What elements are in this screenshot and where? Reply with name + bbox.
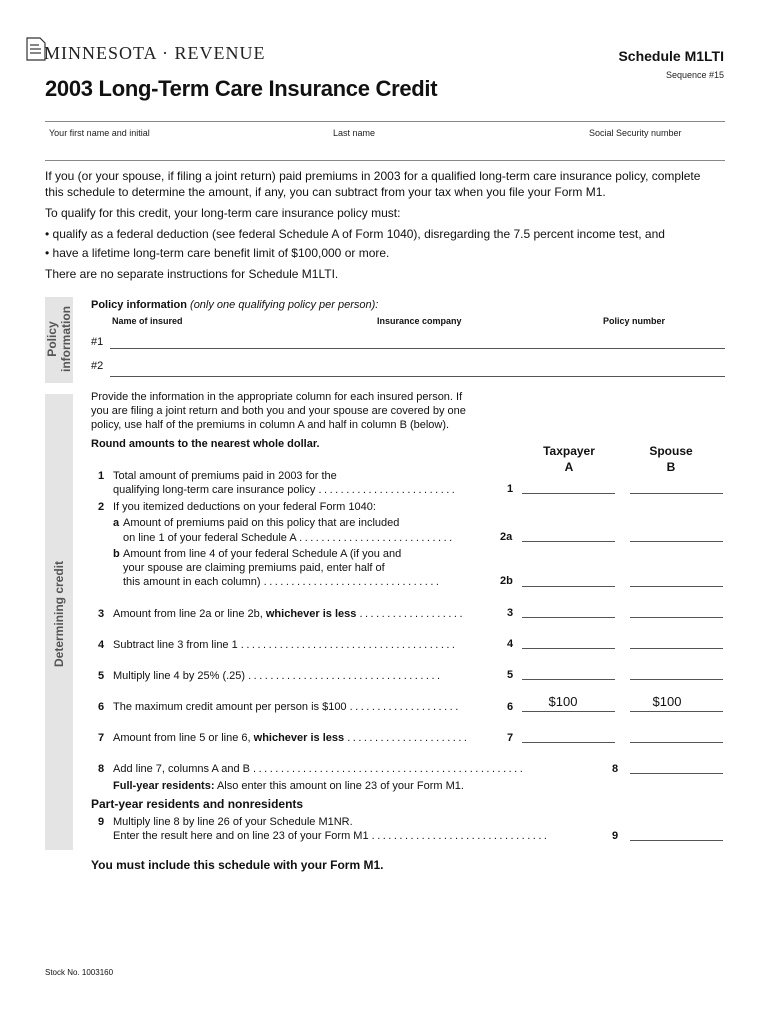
line-7-desc: Amount from line 5 or line 6, (113, 732, 251, 744)
col-company: Insurance company (377, 316, 462, 326)
line-9-desc: Enter the result here and on line 23 of your Form M1 (113, 830, 369, 842)
line-5-field-a[interactable] (522, 679, 615, 680)
line-8-number: 8 (98, 763, 105, 775)
line-3-ref: 3 (507, 607, 514, 619)
line-2b-field-b[interactable] (630, 586, 723, 587)
intro-bullet-2: • have a lifetime long-term care benefit limit of $100,000 or more. (45, 246, 390, 260)
line-2a-ref: 2a (500, 531, 513, 543)
line-2b-text-b: your spouse are claiming premiums paid, enter half of (123, 562, 385, 574)
policy-side-label (45, 297, 73, 381)
policy-heading-text: Policy information (91, 299, 187, 311)
line-7-text: Amount from line 5 or line 6, whichever is less ...................... (113, 732, 470, 744)
line-6-field-a (522, 711, 615, 712)
line-2a-field-a[interactable] (522, 541, 615, 542)
line-1-field-b[interactable] (630, 493, 723, 494)
line-6-ref: 6 (507, 701, 514, 713)
policy-row-1-field[interactable] (110, 348, 725, 349)
line-1-desc: qualifying long-term care insurance policy (113, 484, 316, 496)
agency-logo: MINNESOTA · REVENUE (44, 43, 266, 63)
line-6-text: The maximum credit amount per person is $100 .................... (113, 701, 461, 713)
intro-no-instructions: There are no separate instructions for Schedule M1LTI. (45, 267, 339, 281)
policy-row-2-field[interactable] (110, 376, 725, 377)
line-6-field-b (630, 711, 723, 712)
line-8-note (113, 779, 464, 793)
policy-heading-note: (only one qualifying policy per person): (190, 299, 379, 311)
line-2a-field-b[interactable] (630, 541, 723, 542)
intro-bullet-1: • qualify as a federal deduction (see federal Schedule A of Form 1040), disregarding the 7.5 percent income test, and (45, 227, 665, 241)
line-2b-text-c: this amount in each column) ................................ (123, 576, 442, 588)
line-8-desc: Add line 7, columns A and B (113, 763, 250, 775)
line-2-number: 2 (98, 501, 105, 513)
line-1-field-a[interactable] (522, 493, 615, 494)
line-1-number: 1 (98, 470, 105, 482)
line-3-desc: Amount from line 2a or line 2b, (113, 608, 263, 620)
line-4-field-b[interactable] (630, 648, 723, 649)
line-5-ref: 5 (507, 669, 514, 681)
policy-side-label-1: Policy (45, 321, 59, 357)
line-5-field-b[interactable] (630, 679, 723, 680)
line-7-field-b[interactable] (630, 742, 723, 743)
line-1-text-a: Total amount of premiums paid in 2003 for the (113, 470, 337, 482)
line-4-field-a[interactable] (522, 648, 615, 649)
intro-text (45, 168, 735, 282)
line-1-text-b: qualifying long-term care insurance policy ......................... (113, 484, 458, 496)
name-bottom-rule (45, 160, 725, 161)
line-2a-text-b: on line 1 of your federal Schedule A ............................ (123, 532, 455, 544)
line-8-note-text: Also enter this amount on line 23 of your Form M1. (216, 780, 464, 792)
column-a-header (524, 443, 614, 475)
line-6-value-a: $100 (548, 694, 578, 709)
line-3-number: 3 (98, 608, 105, 620)
column-b-title: Spouse (649, 444, 693, 458)
line-1-ref: 1 (507, 483, 514, 495)
policy-heading (91, 298, 378, 312)
line-9-text-a: Multiply line 8 by line 26 of your Schedule M1NR. (113, 816, 353, 828)
part-year-heading: Part-year residents and nonresidents (91, 797, 304, 811)
form-title: 2003 Long-Term Care Insurance Credit (45, 76, 438, 101)
line-4-desc: Subtract line 3 from line 1 (113, 639, 238, 651)
line-5-number: 5 (98, 670, 105, 682)
policy-row-1-label: #1 (91, 336, 104, 348)
line-2b-field-a[interactable] (522, 586, 615, 587)
last-name-label: Last name (333, 128, 376, 138)
line-2-text: If you itemized deductions on your federal Form 1040: (113, 501, 376, 513)
policy-side-label-2: information (59, 306, 73, 372)
line-3-field-b[interactable] (630, 617, 723, 618)
round-note: Round amounts to the nearest whole dollar. (91, 438, 320, 450)
line-7-ref: 7 (507, 732, 514, 744)
col-insured: Name of insured (112, 316, 183, 326)
line-4-text: Subtract line 3 from line 1 ....................................... (113, 639, 458, 651)
intro-line-1: If you (or your spouse, if filing a joint return) paid premiums in 2003 for a qualified long-term care insurance policy, complete (45, 169, 701, 183)
line-8-field[interactable] (630, 773, 723, 774)
column-a-letter: A (564, 460, 574, 474)
line-9-number: 9 (98, 816, 105, 828)
schedule-name: Schedule M1LTI (618, 48, 724, 64)
line-3-field-a[interactable] (522, 617, 615, 618)
line-2a-desc: on line 1 of your federal Schedule A (123, 532, 297, 544)
column-a-title: Taxpayer (543, 444, 595, 458)
line-8-text: Add line 7, columns A and B ................................................. (113, 763, 526, 775)
sequence-number: Sequence #15 (665, 70, 724, 80)
col-policy-number: Policy number (603, 316, 666, 326)
line-5-desc: Multiply line 4 by 25% (.25) (113, 670, 246, 682)
line-2b-ref: 2b (500, 575, 513, 587)
instructions (91, 390, 466, 432)
instr-line-1: Provide the information in the appropriate column for each insured person. If (91, 391, 463, 403)
line-9-text-b: Enter the result here and on line 23 of your Form M1 ................................ (113, 830, 550, 842)
determining-side-label: Determining credit (52, 560, 66, 668)
ssn-label: Social Security number (589, 128, 682, 138)
line-9-ref: 9 (612, 830, 619, 842)
line-6-value-b: $100 (652, 694, 682, 709)
policy-row-2-label: #2 (91, 360, 104, 372)
line-2b-desc: this amount in each column) (123, 576, 261, 588)
stock-number: Stock No. 1003160 (45, 968, 114, 977)
must-include-note: You must include this schedule with your Form M1. (91, 858, 384, 872)
line-6-desc: The maximum credit amount per person is $100 (113, 701, 347, 713)
line-8-note-bold: Full-year residents: (113, 780, 215, 792)
intro-line-2: this schedule to determine the amount, if any, you can subtract from your tax when you file your Form M1. (45, 185, 606, 199)
line-7-field-a[interactable] (522, 742, 615, 743)
document-icon (26, 37, 46, 61)
column-b-header (626, 443, 716, 475)
line-2a-letter: a (113, 517, 120, 529)
intro-qualify: To qualify for this credit, your long-term care insurance policy must: (45, 206, 401, 220)
line-9-field[interactable] (630, 840, 723, 841)
line-5-text: Multiply line 4 by 25% (.25) ................................... (113, 670, 443, 682)
line-6-number: 6 (98, 701, 105, 713)
column-b-letter: B (666, 460, 676, 474)
line-2b-text-a: Amount from line 4 of your federal Schedule A (if you and (123, 548, 402, 560)
line-3-bold: whichever is less (265, 608, 357, 620)
line-3-text: Amount from line 2a or line 2b, whichever is less ................... (113, 608, 466, 620)
instr-line-3: policy, use half of the premiums in column A and half in column B (below). (91, 419, 450, 431)
line-2a-text-a: Amount of premiums paid on this policy that are included (123, 517, 400, 529)
first-name-label: Your first name and initial (49, 128, 150, 138)
line-2b-letter: b (113, 548, 120, 560)
name-top-rule (45, 121, 725, 122)
instr-line-2: you are filing a joint return and both you and your spouse are covered by one (91, 405, 466, 417)
line-8-ref: 8 (612, 763, 619, 775)
line-4-ref: 4 (507, 638, 514, 650)
line-7-bold: whichever is less (253, 732, 345, 744)
line-7-number: 7 (98, 732, 105, 744)
line-4-number: 4 (98, 639, 105, 651)
